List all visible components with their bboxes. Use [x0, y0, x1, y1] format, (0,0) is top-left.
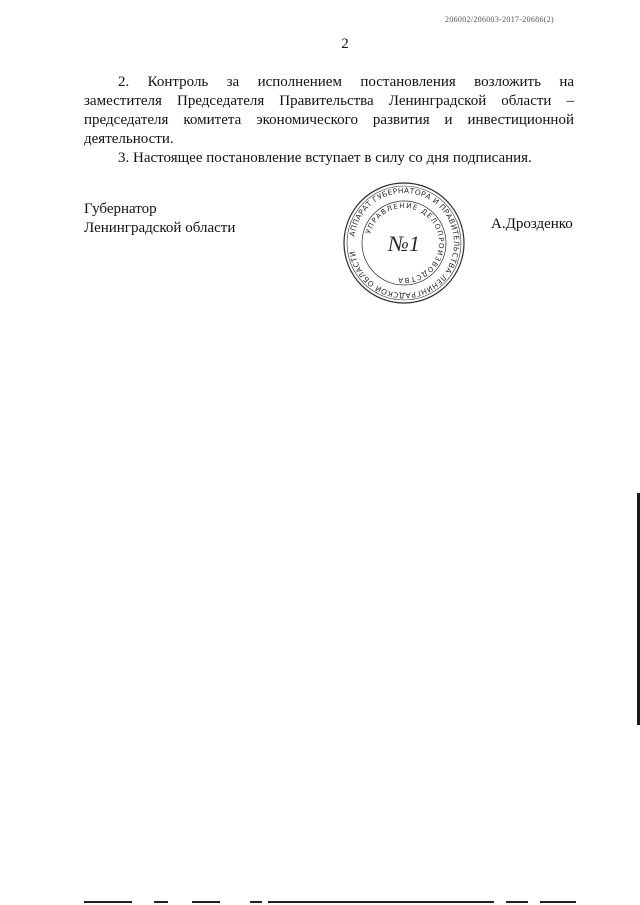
paragraph-3: 3. Настоящее постановление вступает в силу со дня подписания. — [118, 150, 532, 166]
signatory-title-line-1: Губернатор — [84, 201, 157, 217]
paragraph-2: 2. Контроль за исполнением постановления возложить на заместителя Председателя Правительства Ленинградской области – председателя комитета экономического развития и инвестиционной деятельности. — [84, 74, 574, 147]
document-reference-number: 206002/206003-2017-20686(2) — [445, 15, 554, 24]
bottom-scan-line-7 — [540, 901, 576, 903]
bottom-scan-line-5 — [268, 901, 494, 903]
seal-outer-text: АППАРАТ ГУБЕРНАТОРА И ПРАВИТЕЛЬСТВА ЛЕНИНГРАДСКОЙ ОБЛАСТИ — [347, 185, 462, 301]
bottom-scan-line-4 — [250, 901, 262, 903]
signatory-title-line-2: Ленинградской области — [84, 220, 236, 236]
signatory-name: А.Дрозденко — [491, 216, 573, 232]
signatory-title — [84, 200, 235, 238]
seal-center-number: №1 — [388, 231, 420, 256]
page-number: 2 — [341, 36, 349, 52]
document-body — [84, 73, 574, 168]
official-seal-stamp — [342, 181, 466, 305]
bottom-scan-line-6 — [506, 901, 528, 903]
bottom-scan-line-1 — [84, 901, 132, 903]
bottom-scan-line-3 — [192, 901, 220, 903]
seal-inner-text: УПРАВЛЕНИЕ ДЕЛОПРОИЗВОДСТВА — [364, 201, 446, 285]
bottom-scan-line-2 — [154, 901, 168, 903]
